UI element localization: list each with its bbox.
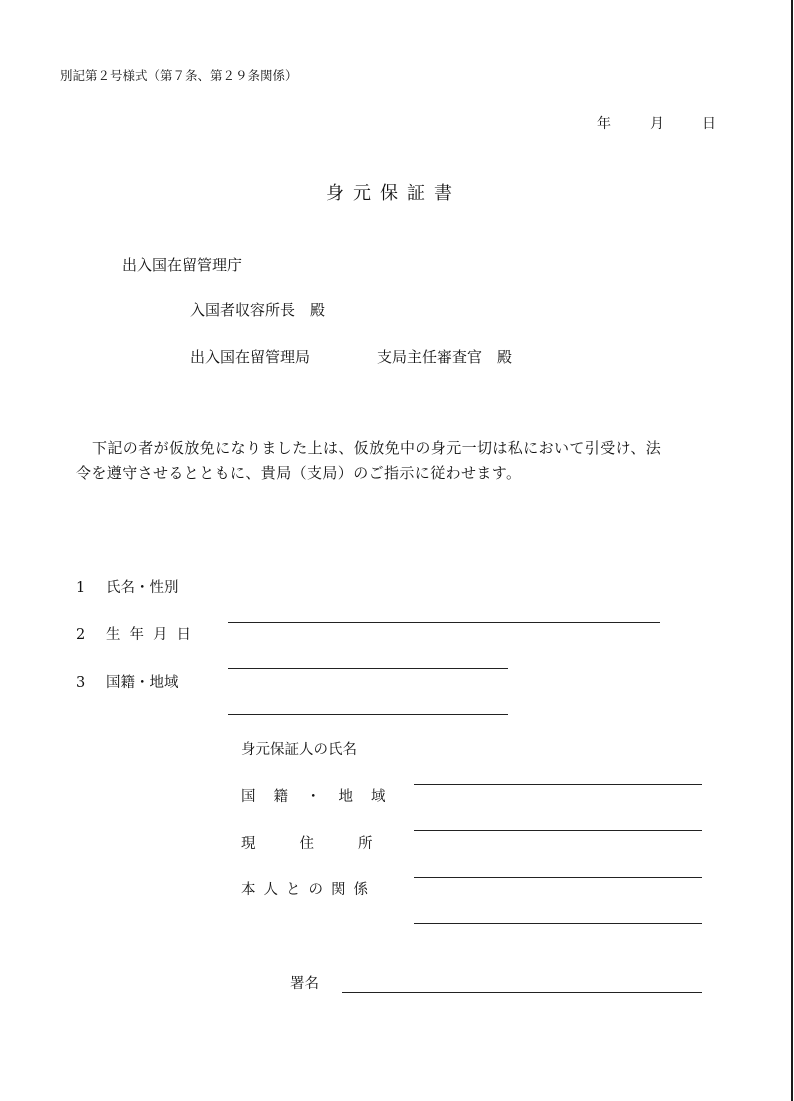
signature-input-line[interactable]: [342, 992, 702, 993]
birthdate-input-line[interactable]: [228, 668, 508, 669]
addressee-title: 支局主任審査官 殿: [377, 348, 513, 366]
form-number: 別記第２号様式（第７条、第２９条関係）: [60, 68, 298, 83]
guarantor-name-label: 身元保証人の氏名: [241, 742, 357, 758]
signature-label: 署名: [290, 976, 319, 992]
item-label-birthdate: 生年月日: [106, 627, 200, 643]
item-number-1: 1: [76, 580, 86, 596]
date-day-label: 日: [702, 116, 716, 132]
nationality-input-line[interactable]: [228, 714, 508, 715]
date-year-label: 年: [597, 116, 611, 132]
guarantor-nationality-input-line[interactable]: [414, 830, 702, 831]
guarantor-relation-input-line[interactable]: [414, 923, 702, 924]
addressee-office: 出入国在留管理局: [190, 348, 311, 366]
item-number-3: 3: [76, 675, 86, 691]
guarantor-address-label: 現住所: [241, 836, 417, 852]
name-gender-input-line[interactable]: [228, 622, 660, 623]
guarantor-relation-label: 本人との関係: [241, 882, 376, 898]
date-month-label: 月: [650, 116, 664, 132]
item-label-nationality: 国籍・地域: [106, 675, 179, 691]
body-text-line-2: 令を遵守させるとともに、貴局（支局）のご指示に従わせます。: [76, 464, 522, 482]
item-number-2: 2: [76, 627, 86, 643]
item-label-name-gender: 氏名・性別: [106, 580, 179, 596]
addressee-agency: 出入国在留管理庁: [122, 256, 243, 274]
guarantor-name-input-line[interactable]: [414, 784, 702, 785]
guarantor-address-input-line[interactable]: [414, 877, 702, 878]
addressee-line-1: 入国者収容所長 殿: [190, 301, 326, 319]
body-text-line-1: 下記の者が仮放免になりました上は、仮放免中の身元一切は私において引受け、法: [92, 439, 662, 457]
guarantor-nationality-label: 国籍・地域: [241, 789, 404, 805]
document-title: 身元保証書: [326, 183, 461, 204]
